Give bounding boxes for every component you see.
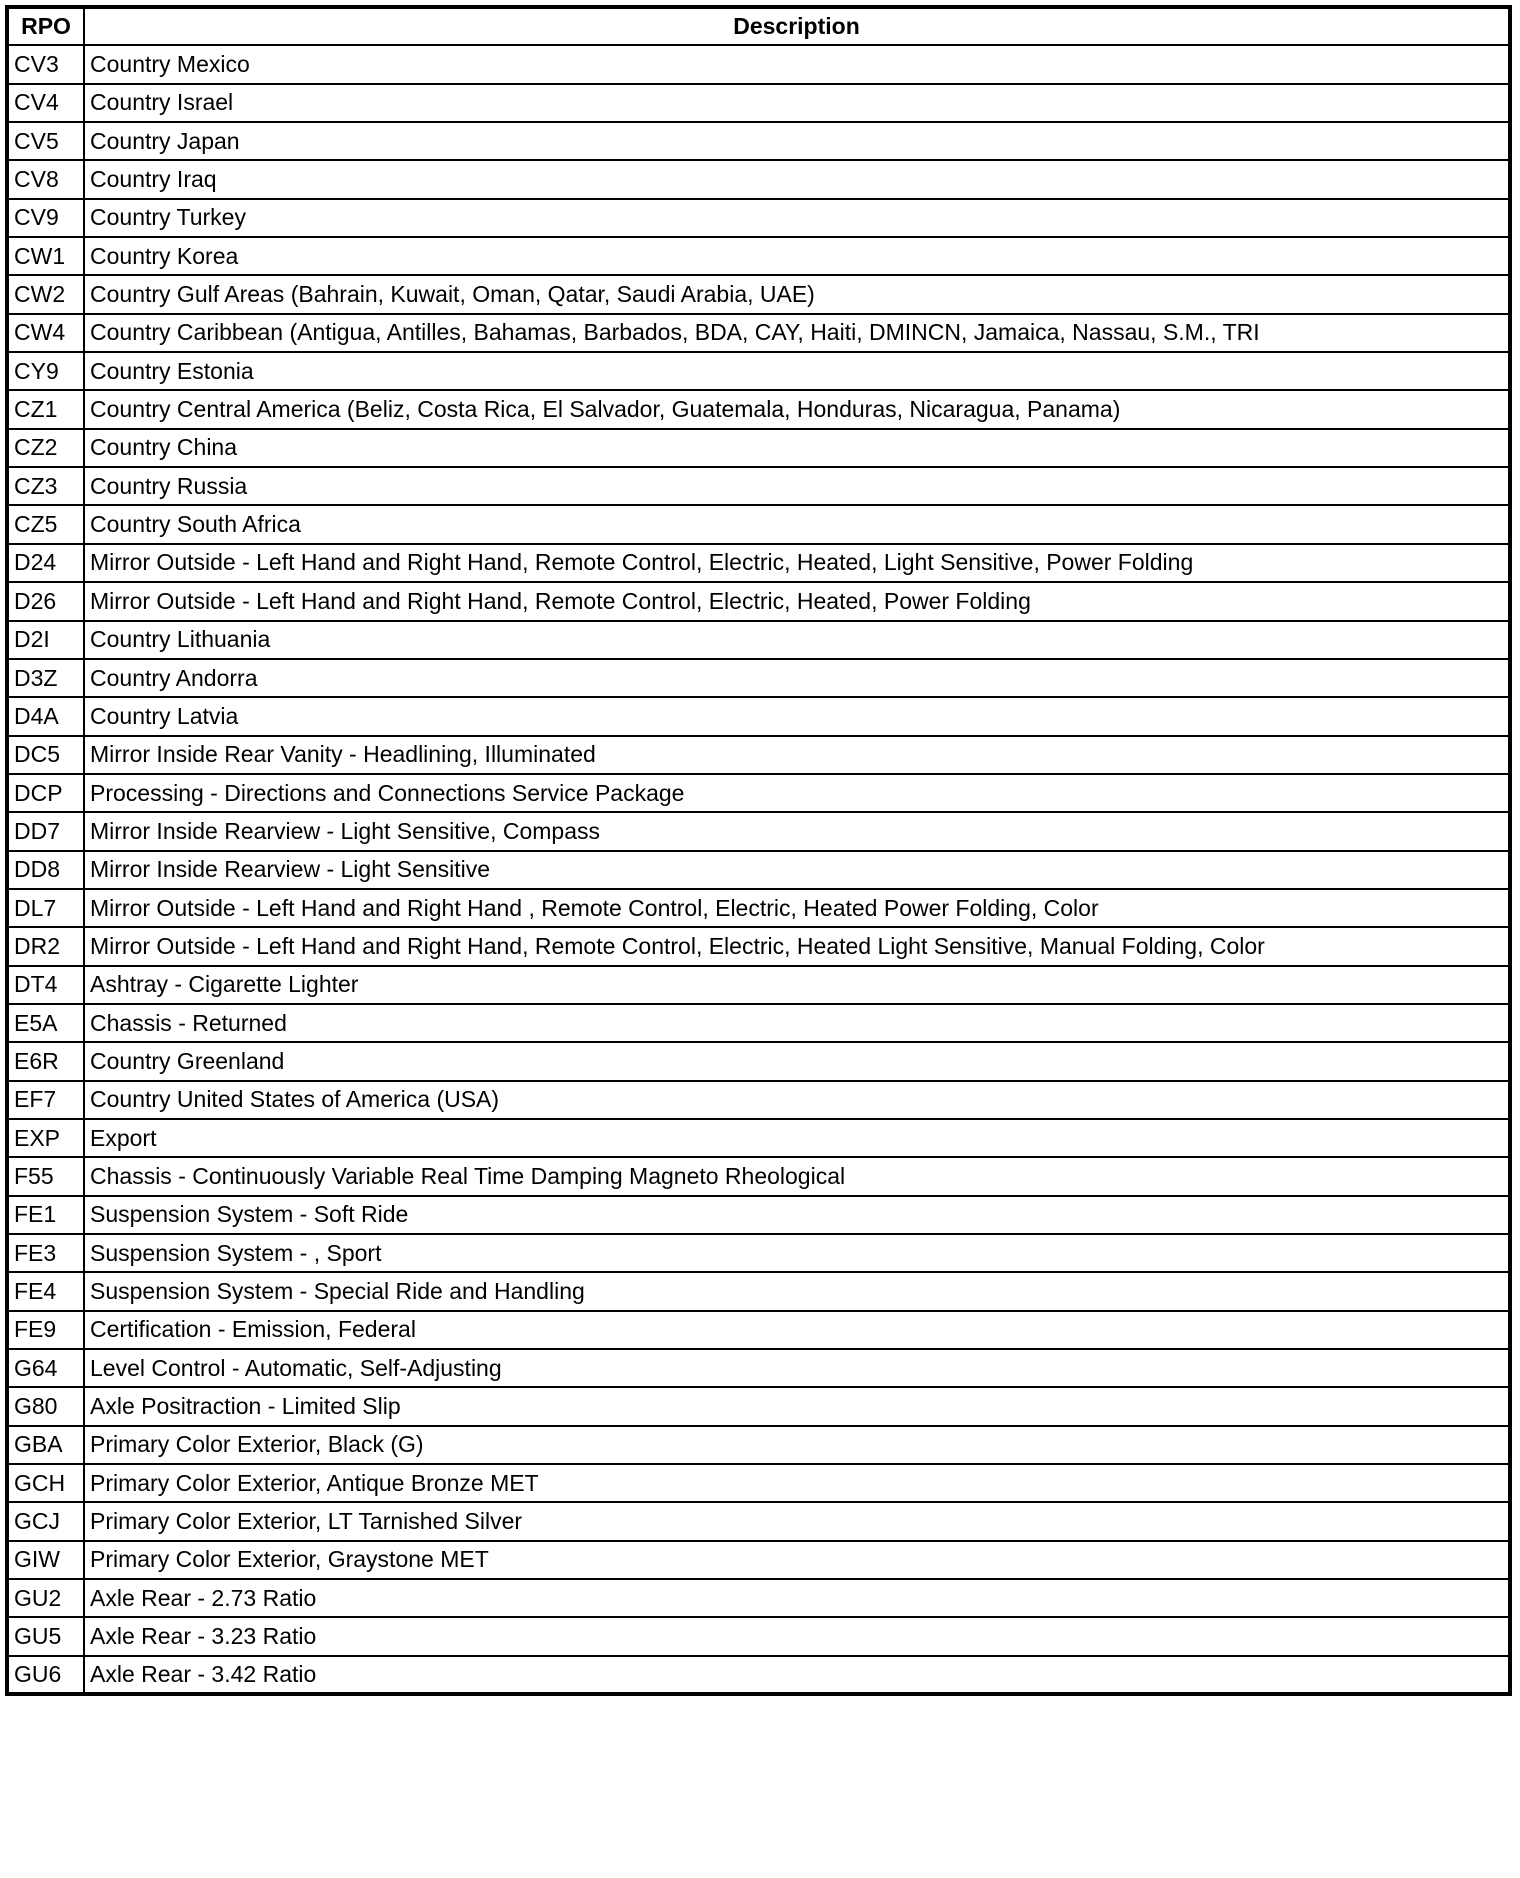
table-row: [7, 1541, 1510, 1579]
description-cell: Country Russia: [84, 467, 1510, 505]
description-cell: Primary Color Exterior, Graystone MET: [84, 1541, 1510, 1579]
header-row: [7, 7, 1510, 45]
description-cell: Suspension System - Special Ride and Handling: [84, 1272, 1510, 1310]
table-row: [7, 1502, 1510, 1540]
rpo-code-cell: CW1: [7, 237, 84, 275]
table-row: [7, 582, 1510, 620]
table-row: [7, 1272, 1510, 1310]
rpo-code-cell: D4A: [7, 697, 84, 735]
description-cell: Suspension System - Soft Ride: [84, 1196, 1510, 1234]
table-row: [7, 851, 1510, 889]
rpo-code-cell: D26: [7, 582, 84, 620]
description-cell: Country Central America (Beliz, Costa Rica, El Salvador, Guatemala, Honduras, Nicaragua, Panama): [84, 390, 1510, 428]
table-row: [7, 1656, 1510, 1694]
table-row: [7, 275, 1510, 313]
table-row: [7, 160, 1510, 198]
table-row: [7, 1349, 1510, 1387]
description-cell: Primary Color Exterior, Antique Bronze MET: [84, 1464, 1510, 1502]
table-row: [7, 505, 1510, 543]
table-row: [7, 1234, 1510, 1272]
description-cell: Country United States of America (USA): [84, 1081, 1510, 1119]
rpo-code-cell: CZ2: [7, 429, 84, 467]
description-cell: Ashtray - Cigarette Lighter: [84, 966, 1510, 1004]
rpo-code-cell: CZ5: [7, 505, 84, 543]
description-cell: Country Caribbean (Antigua, Antilles, Bahamas, Barbados, BDA, CAY, Haiti, DMINCN, Jamaica, Nassau, S.M., TRI: [84, 314, 1510, 352]
rpo-code-cell: CW4: [7, 314, 84, 352]
rpo-code-cell: DL7: [7, 889, 84, 927]
description-cell: Axle Rear - 3.42 Ratio: [84, 1656, 1510, 1694]
description-cell: Mirror Outside - Left Hand and Right Hand, Remote Control, Electric, Heated, Light Sensitive, Power Folding: [84, 544, 1510, 582]
rpo-code-cell: GU2: [7, 1579, 84, 1617]
rpo-code-cell: D3Z: [7, 659, 84, 697]
rpo-code-cell: FE9: [7, 1311, 84, 1349]
description-cell: Level Control - Automatic, Self-Adjusting: [84, 1349, 1510, 1387]
description-cell: Country Japan: [84, 122, 1510, 160]
table-row: [7, 352, 1510, 390]
table-row: [7, 429, 1510, 467]
table-row: [7, 1157, 1510, 1195]
description-cell: Mirror Outside - Left Hand and Right Hand, Remote Control, Electric, Heated Light Sensitive, Manual Folding, Color: [84, 927, 1510, 965]
description-cell: Primary Color Exterior, Black (G): [84, 1426, 1510, 1464]
description-cell: Suspension System - , Sport: [84, 1234, 1510, 1272]
rpo-code-cell: DCP: [7, 774, 84, 812]
description-cell: Country Greenland: [84, 1042, 1510, 1080]
table-row: [7, 927, 1510, 965]
rpo-code-cell: F55: [7, 1157, 84, 1195]
table-row: [7, 199, 1510, 237]
table-row: [7, 1311, 1510, 1349]
rpo-table: [5, 5, 1512, 1696]
rpo-code-cell: CV4: [7, 84, 84, 122]
rpo-code-cell: G80: [7, 1387, 84, 1425]
table-row: [7, 1004, 1510, 1042]
table-body: [7, 45, 1510, 1694]
description-cell: Processing - Directions and Connections Service Package: [84, 774, 1510, 812]
rpo-code-cell: D24: [7, 544, 84, 582]
description-cell: Country Andorra: [84, 659, 1510, 697]
description-cell: Certification - Emission, Federal: [84, 1311, 1510, 1349]
table-row: [7, 1579, 1510, 1617]
table-row: [7, 45, 1510, 83]
rpo-code-cell: CZ1: [7, 390, 84, 428]
rpo-code-cell: GCH: [7, 1464, 84, 1502]
rpo-code-cell: D2I: [7, 621, 84, 659]
rpo-code-cell: GIW: [7, 1541, 84, 1579]
table-row: [7, 1042, 1510, 1080]
table-row: [7, 544, 1510, 582]
rpo-code-cell: CZ3: [7, 467, 84, 505]
table-row: [7, 1387, 1510, 1425]
description-cell: Country Latvia: [84, 697, 1510, 735]
description-cell: Country Turkey: [84, 199, 1510, 237]
description-cell: Axle Rear - 2.73 Ratio: [84, 1579, 1510, 1617]
rpo-code-cell: CV9: [7, 199, 84, 237]
description-cell: Country South Africa: [84, 505, 1510, 543]
description-cell: Country Estonia: [84, 352, 1510, 390]
table-row: [7, 774, 1510, 812]
description-cell: Primary Color Exterior, LT Tarnished Silver: [84, 1502, 1510, 1540]
rpo-code-cell: FE1: [7, 1196, 84, 1234]
rpo-code-cell: CW2: [7, 275, 84, 313]
table-row: [7, 697, 1510, 735]
table-row: [7, 237, 1510, 275]
rpo-code-cell: EF7: [7, 1081, 84, 1119]
rpo-code-cell: GCJ: [7, 1502, 84, 1540]
rpo-code-cell: GU5: [7, 1617, 84, 1655]
table-row: [7, 1081, 1510, 1119]
table-row: [7, 1617, 1510, 1655]
rpo-code-cell: EXP: [7, 1119, 84, 1157]
rpo-code-cell: CV8: [7, 160, 84, 198]
rpo-code-cell: DD8: [7, 851, 84, 889]
description-cell: Mirror Outside - Left Hand and Right Hand , Remote Control, Electric, Heated Power Folding, Color: [84, 889, 1510, 927]
table-row: [7, 390, 1510, 428]
description-cell: Country Iraq: [84, 160, 1510, 198]
description-cell: Mirror Outside - Left Hand and Right Hand, Remote Control, Electric, Heated, Power Folding: [84, 582, 1510, 620]
description-cell: Country China: [84, 429, 1510, 467]
rpo-code-cell: GBA: [7, 1426, 84, 1464]
rpo-code-cell: CV5: [7, 122, 84, 160]
table-row: [7, 122, 1510, 160]
rpo-code-cell: DD7: [7, 812, 84, 850]
description-cell: Country Mexico: [84, 45, 1510, 83]
description-cell: Axle Positraction - Limited Slip: [84, 1387, 1510, 1425]
table-row: [7, 314, 1510, 352]
table-row: [7, 621, 1510, 659]
description-cell: Chassis - Continuously Variable Real Time Damping Magneto Rheological: [84, 1157, 1510, 1195]
table-row: [7, 467, 1510, 505]
description-cell: Mirror Inside Rearview - Light Sensitive: [84, 851, 1510, 889]
rpo-code-cell: CV3: [7, 45, 84, 83]
rpo-code-cell: E5A: [7, 1004, 84, 1042]
rpo-code-cell: E6R: [7, 1042, 84, 1080]
table-row: [7, 1464, 1510, 1502]
table-row: [7, 966, 1510, 1004]
description-cell: Country Israel: [84, 84, 1510, 122]
table-row: [7, 1119, 1510, 1157]
description-cell: Mirror Inside Rearview - Light Sensitive, Compass: [84, 812, 1510, 850]
column-header-rpo: RPO: [7, 7, 84, 45]
table-row: [7, 659, 1510, 697]
description-cell: Country Lithuania: [84, 621, 1510, 659]
rpo-code-cell: FE3: [7, 1234, 84, 1272]
rpo-code-cell: GU6: [7, 1656, 84, 1694]
rpo-code-cell: DR2: [7, 927, 84, 965]
table-row: [7, 1426, 1510, 1464]
table-row: [7, 736, 1510, 774]
rpo-code-cell: DT4: [7, 966, 84, 1004]
rpo-code-cell: FE4: [7, 1272, 84, 1310]
description-cell: Export: [84, 1119, 1510, 1157]
table-row: [7, 1196, 1510, 1234]
rpo-code-cell: G64: [7, 1349, 84, 1387]
table-row: [7, 889, 1510, 927]
table-row: [7, 812, 1510, 850]
table-row: [7, 84, 1510, 122]
rpo-code-cell: CY9: [7, 352, 84, 390]
description-cell: Country Korea: [84, 237, 1510, 275]
description-cell: Chassis - Returned: [84, 1004, 1510, 1042]
description-cell: Axle Rear - 3.23 Ratio: [84, 1617, 1510, 1655]
rpo-code-cell: DC5: [7, 736, 84, 774]
column-header-description: Description: [84, 7, 1510, 45]
description-cell: Mirror Inside Rear Vanity - Headlining, Illuminated: [84, 736, 1510, 774]
description-cell: Country Gulf Areas (Bahrain, Kuwait, Oman, Qatar, Saudi Arabia, UAE): [84, 275, 1510, 313]
